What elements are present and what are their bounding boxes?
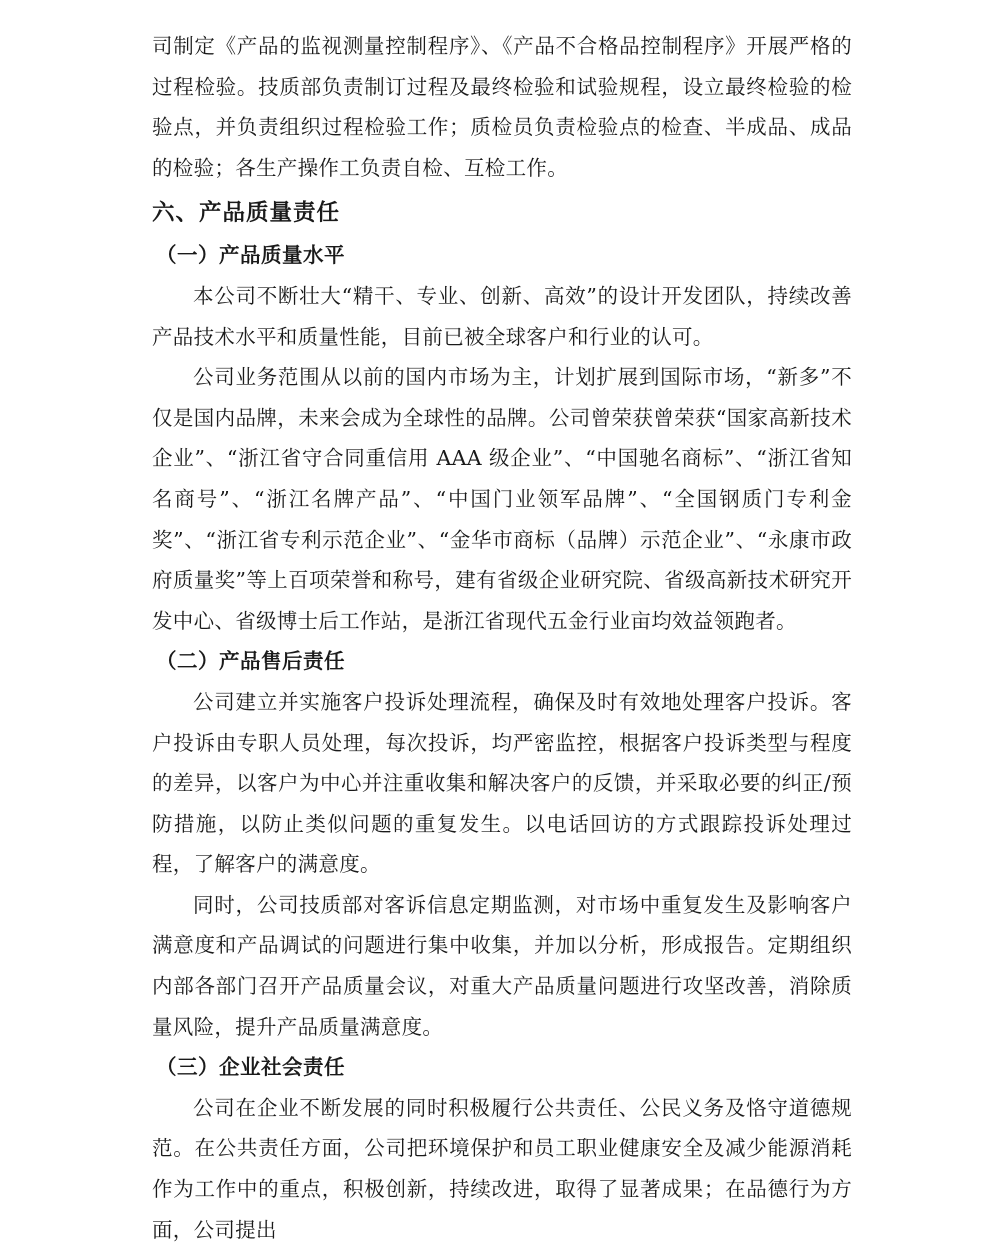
subsection-title-quality-level: （一）产品质量水平 — [156, 243, 345, 268]
paragraph-quality-level-2: 公司业务范围从以前的国内市场为主，计划扩展到国际市场，“新多”不仅是国内品牌，未来会成为全球性的品牌。公司曾荣获曾荣获“国家高新技术企业”、“浙江省守合同重信用 AAA 级企业”、“中国驰名商标”、“浙江省知名商号”、“浙江名牌产品”、“中国门业领军品牌”、“全国钢质门专利金奖”、“浙江省专利示范企业”、“金华市商标（品牌）示范企业”、“永康市政府质量奖”等上百项荣誉和称号，建有省级企业研究院、省级高新技术研究开发中心、省级博士后工作站，是浙江省现代五金行业亩均效益领跑者。 — [152, 365, 852, 633]
paragraph-quality-level-1: 本公司不断壮大“精干、专业、创新、高效”的设计开发团队，持续改善产品技术水平和质量性能，目前已被全球客户和行业的认可。 — [152, 283, 852, 349]
subsection-title-after-sales: （二）产品售后责任 — [156, 649, 345, 674]
paragraph-social-responsibility-1: 公司在企业不断发展的同时积极履行公共责任、公民义务及恪守道德规范。在公共责任方面，公司把环境保护和员工职业健康安全及减少能源消耗作为工作中的重点，积极创新，持续改进，取得了显著成果；在品德行为方面，公司提出 — [152, 1095, 852, 1242]
section-title: 六、产品质量责任 — [152, 200, 341, 227]
paragraph-after-sales-2: 同时，公司技质部对客诉信息定期监测，对市场中重复发生及影响客户满意度和产品调试的问题进行集中收集，并加以分析，形成报告。定期组织内部各部门召开产品质量会议，对重大产品质量问题进行攻坚改善，消除质量风险，提升产品质量满意度。 — [152, 892, 852, 1039]
document-page — [152, 26, 852, 1250]
subsection-title-social-responsibility: （三）企业社会责任 — [156, 1055, 345, 1080]
paragraph-after-sales-1: 公司建立并实施客户投诉处理流程，确保及时有效地处理客户投诉。客户投诉由专职人员处理，每次投诉，均严密监控，根据客户投诉类型与程度的差异，以客户为中心并注重收集和解决客户的反馈，并采取必要的纠正/预防措施，以防止类似问题的重复发生。以电话回访的方式跟踪投诉处理过程，了解客户的满意度。 — [152, 689, 852, 877]
intro-paragraph: 司制定《产品的监视测量控制程序》、《产品不合格品控制程序》开展严格的过程检验。技质部负责制订过程及最终检验和试验规程，设立最终检验的检验点，并负责组织过程检验工作；质检员负责检验点的检查、半成品、成品的检验；各生产操作工负责自检、互检工作。 — [152, 34, 852, 180]
